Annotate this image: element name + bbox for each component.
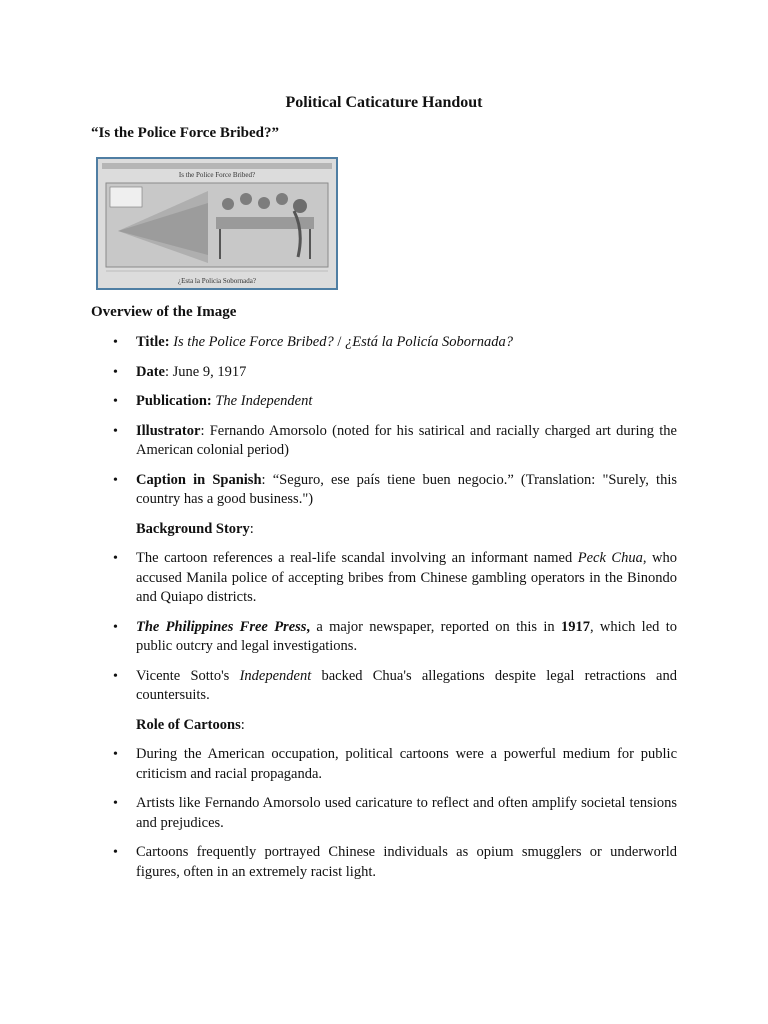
- list-item: [91, 392, 677, 412]
- page-title: Political Caticature Handout: [285, 94, 483, 111]
- background-list: [91, 549, 677, 706]
- bullet-icon: •: [113, 335, 118, 350]
- bullet-icon: •: [113, 845, 118, 860]
- bullet-icon: •: [113, 364, 118, 380]
- date-label: Date: [136, 363, 165, 380]
- background-3-rest: backed Chua's allegations despite legal retractions and countersuits.: [136, 667, 677, 703]
- bullet-icon: •: [113, 796, 118, 811]
- date-value: : June 9, 1917: [165, 363, 247, 380]
- report-year: 1917: [560, 618, 590, 635]
- cartoon-image: [96, 157, 338, 290]
- title-label: Title:: [136, 334, 170, 350]
- list-item: [91, 794, 677, 833]
- list-item: [91, 333, 677, 353]
- list-item: [91, 745, 677, 784]
- bullet-icon: •: [113, 423, 118, 439]
- independent-name: Independent: [239, 667, 312, 684]
- role-1-text: During the American occupation, political cartoons were a powerful medium for public criticism and racial propaganda.: [136, 746, 677, 782]
- bullet-icon: •: [113, 668, 118, 684]
- cartoon-top-caption: Is the Police Force Bribed?: [178, 171, 256, 179]
- list-item: [91, 549, 677, 608]
- role-3-text: Cartoons frequently portrayed Chinese individuals as opium smugglers or underworld figures, often in an extremely racist light.: [136, 844, 677, 880]
- caption-value: : “Seguro, ese país tiene buen negocio.” (Translation: "Surely, this country has a good business."): [136, 471, 677, 507]
- background-2-text: a major newspaper, reported on this in: [310, 618, 561, 635]
- publication-value: The Independent: [215, 393, 313, 409]
- bullet-icon: •: [113, 394, 118, 409]
- bullet-icon: •: [113, 472, 118, 488]
- background-3-text: Vicente Sotto's: [136, 667, 240, 684]
- background-heading-colon: :: [249, 520, 254, 537]
- background-2-rest: , which led to public outcry and legal investigations.: [136, 618, 677, 654]
- list-item: [91, 422, 677, 461]
- overview-heading: Overview of the Image: [91, 304, 237, 320]
- list-item: [91, 471, 677, 510]
- background-1-rest: , who accused Manila police of accepting bribes from Chinese gambling operators in the Binondo and Quiapo districts.: [136, 550, 677, 605]
- title-spanish: ¿Está la Policía Sobornada?: [345, 334, 513, 350]
- illustrator-value: : Fernando Amorsolo (noted for his satirical and racially charged art during the American colonial period): [136, 422, 677, 458]
- title-english: Is the Police Force Bribed?: [173, 334, 334, 350]
- list-item: [91, 667, 677, 706]
- role-2-text: Artists like Fernando Amorsolo used caricature to reflect and often amplify societal tensions and prejudices.: [136, 795, 677, 831]
- role-list: [91, 745, 677, 882]
- publication-label: Publication:: [136, 393, 212, 409]
- background-heading-text: Background Story: [136, 520, 250, 537]
- list-item: [91, 363, 677, 383]
- illustrator-label: Illustrator: [136, 422, 201, 439]
- newspaper-name: The Philippines Free Press: [136, 618, 307, 635]
- newspaper-comma: ,: [306, 618, 311, 635]
- informant-name: Peck Chua: [577, 550, 643, 566]
- bullet-icon: •: [113, 619, 118, 635]
- role-heading-colon: :: [240, 716, 245, 733]
- bullet-icon: •: [113, 551, 118, 566]
- cartoon-bottom-caption: ¿Esta la Policia Sobornada?: [178, 277, 256, 285]
- list-item: [91, 618, 677, 657]
- overview-list: [91, 333, 677, 510]
- list-item: [91, 843, 677, 882]
- role-heading-text: Role of Cartoons: [136, 716, 241, 733]
- bullet-icon: •: [113, 747, 118, 762]
- background-heading: [91, 520, 677, 540]
- title-separator: /: [333, 334, 345, 350]
- role-heading: [91, 716, 677, 736]
- cartoon-subtitle: “Is the Police Force Bribed?”: [91, 125, 280, 141]
- caption-label: Caption in Spanish: [136, 471, 262, 488]
- handout-content: [91, 333, 677, 892]
- background-1-text: The cartoon references a real-life scandal involving an informant named: [136, 550, 578, 566]
- cartoon-illustration: [98, 159, 336, 288]
